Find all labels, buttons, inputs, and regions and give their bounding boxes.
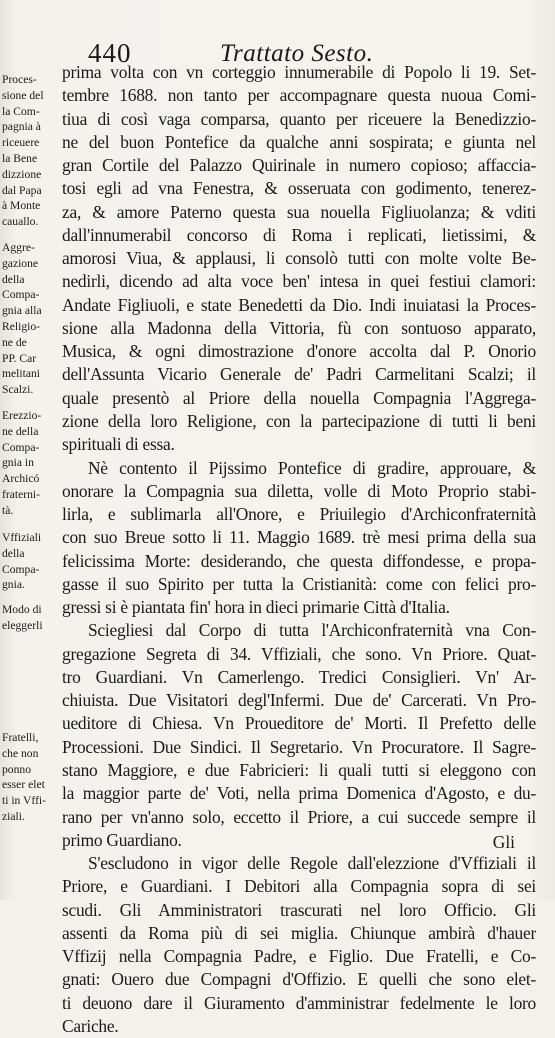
margin-note-line: gazione — [2, 256, 39, 270]
margin-note-processione — [2, 72, 62, 230]
margin-note-line: Compa- — [2, 288, 40, 302]
text-line: chiuista. Due Visitatori degl'Infermi. Due de' Carcerati. Vn Pro- — [62, 690, 536, 711]
margin-note-line: Erezzio- — [2, 409, 42, 422]
margin-note-line: della — [2, 272, 25, 286]
margin-note-line: PP. Car — [2, 351, 37, 365]
margin-note-modo — [2, 602, 62, 634]
margin-note-line: ne de — [2, 335, 27, 349]
margin-note-line: Archicó — [2, 472, 40, 486]
text-line: tiua di così vaga comparsa, quanto per riceuere la Benedizzio- — [62, 108, 536, 129]
text-line: tro Guardiani. Vn Camerlengo. Tredici Consiglieri. Vn' Ar- — [62, 666, 536, 687]
text-line: ti deuono dare il Giuramento d'amministrar fedelmente le loro — [62, 992, 536, 1013]
text-line: tosi egli ad vna Fenestra, & osseruata con godimento, tenerez- — [62, 178, 536, 199]
margin-notes — [0, 0, 62, 900]
text-line: zione della loro Religione, con la partecipazione di tutti li beni — [62, 410, 536, 431]
margin-note-line: Compa- — [2, 440, 40, 454]
text-line: Cariche. — [62, 1015, 119, 1036]
running-title: Trattato Sesto. — [220, 40, 374, 67]
margin-note-line: dal Papa — [2, 183, 42, 197]
text-line: S'escludono in vigor delle Regole dall'elezzione d'Vffiziali il — [88, 853, 536, 874]
text-line: dell'Assunta Vicario Generale de' Padri Carmelitani Scalzi; il — [62, 364, 536, 385]
text-line: spirituali di essa. — [62, 434, 175, 455]
margin-note-line: Fratelli, — [2, 731, 39, 744]
text-line: ueditore di Chiesa. Vn Proueditore de' Morti. Il Prefetto delle — [62, 713, 536, 734]
margin-note-line: Vffiziali — [2, 531, 42, 544]
catchword: Gli — [492, 832, 515, 852]
margin-note-line: riceuere — [2, 136, 40, 150]
text-line: nedirli, dicendo ad alta voce ben' intesa in quei festiui clamori: — [62, 271, 536, 292]
text-line: assenti da Roma più di sei miglia. Chiunque ambirà d'hauer — [62, 922, 536, 943]
margin-note-line: della — [2, 546, 25, 560]
margin-note-line: gnia. — [2, 578, 25, 592]
text-line: za, & amore Paterno questa sua nouella Figliuolanza; & vditi — [62, 201, 536, 222]
margin-note-erezzione — [2, 408, 62, 519]
margin-note-aggregazione — [2, 240, 62, 398]
margin-note-line: Proces- — [2, 73, 37, 86]
text-line: amorosi Viua, & applausi, li consolò tutti con molte volte Be- — [62, 248, 536, 269]
margin-note-fratelli — [2, 730, 62, 825]
margin-note-line: Aggre- — [2, 241, 35, 254]
text-line: prima volta con vn corteggio innumerabile di Popolo li 19. Set- — [62, 62, 536, 82]
margin-note-line: fraterni- — [2, 487, 40, 501]
text-line: scudi. Gli Amministratori trascurati nel loro Officio. Gli — [62, 899, 536, 920]
margin-note-line: tà. — [2, 503, 14, 517]
margin-note-line: Religio- — [2, 319, 40, 333]
margin-note-line: esser elet — [2, 778, 45, 792]
margin-note-line: dizzione — [2, 167, 42, 181]
margin-note-line: ziali. — [2, 809, 25, 823]
text-line: la maggior parte de' Voti, nella prima Domenica d'Agosto, e du- — [62, 783, 536, 804]
body-text — [62, 61, 536, 1038]
margin-note-line: cauallo. — [2, 215, 39, 229]
text-line: Musica, & ogni dimostrazione d'onore accolta dal P. Onorio — [62, 341, 536, 362]
text-line: quale presentò al Priore della nouella Compagnia l'Aggrega- — [62, 387, 536, 408]
text-line: Priore, e Guardiani. I Debitori alla Compagnia sopra di sei — [62, 876, 536, 897]
margin-note-line: pagnia à — [2, 120, 41, 134]
margin-note-line: la Bene — [2, 151, 38, 165]
text-line: felicissima Morte: desiderando, che questa diffondesse, e propa- — [62, 550, 536, 571]
margin-note-line: Compa- — [2, 562, 40, 576]
text-line: sione alla Madonna della Vittoria, fù con sontuoso apparato, — [62, 317, 536, 338]
text-line: Processioni. Due Sindici. Il Segretario. Vn Procuratore. Il Sagre- — [62, 736, 536, 757]
margin-note-line: sione del — [2, 88, 44, 102]
margin-note-line: eleggerli — [2, 618, 43, 632]
text-line: stano Maggiore, e due Fabricieri: li quali tutti si eleggono con — [62, 759, 536, 780]
text-line: primo Guardiano. — [62, 829, 182, 850]
text-line: gressi si è piantata fin' hora in dieci primarie Città d'Italia. — [62, 597, 450, 618]
text-line: onorare la Compagnia sua diletta, volle di Moto Proprio stabi- — [62, 480, 536, 501]
margin-note-line: ti in Vffi- — [2, 794, 47, 808]
text-line: tembre 1688. non tanto per accompagnare questa nuoua Comi- — [62, 85, 536, 106]
margin-note-line: gnia in — [2, 456, 34, 470]
text-line: dall'innumerabil concorso di Roma i replicati, lietissimi, & — [62, 224, 536, 245]
margin-note-line: la Com- — [2, 104, 40, 118]
text-line: gnati: Ouero due Compagni d'Offizio. E quelli che sono elet- — [62, 969, 536, 990]
text-line: Andate Figliuoli, e state Benedetti da Dio. Indi inuiatasi la Proces- — [62, 294, 536, 315]
margin-note-line: melitani — [2, 367, 40, 381]
margin-note-line: ponno — [2, 762, 31, 776]
text-line: Sciegliesi dal Corpo di tutta l'Archiconfraternità vna Con- — [88, 620, 536, 641]
text-line: Vffizij nella Compagnia Padre, e Figlio. Due Fratelli, e Co- — [62, 946, 536, 967]
text-line: lirla, e sublimarla all'Onore, e Priuilegio d'Archiconfraternità — [62, 504, 536, 525]
margin-note-line: gnia alla — [2, 304, 42, 318]
text-line: Nè contento il Pijssimo Pontefice di gradire, approuare, & — [88, 457, 536, 478]
margin-note-line: à Monte — [2, 199, 41, 213]
text-line: con suo Breue sotto li 11. Maggio 1689. trè mesi prima della sua — [62, 527, 536, 548]
margin-note-line: ne della — [2, 424, 39, 438]
margin-note-ufficiali — [2, 530, 62, 593]
margin-note-line: Scalzi. — [2, 383, 34, 397]
text-line: ne del buon Pontefice da qualche anni sospirata; e giunta nel — [62, 131, 536, 152]
text-line: gran Cortile del Palazzo Quirinale in numero copioso; affaccia- — [62, 155, 536, 176]
text-line: gasse il suo Spirito per tutta la Cristianità: come con felici pro- — [62, 573, 536, 594]
margin-note-line: che non — [2, 746, 39, 760]
margin-note-line: Modo di — [2, 603, 42, 616]
text-line: rano per vn'anno solo, eccetto il Priore, a cui succede sempre il — [62, 806, 536, 827]
text-line: gregazione Segreta di 34. Vffiziali, che sono. Vn Priore. Quat- — [62, 643, 536, 664]
page-number: 440 — [88, 38, 132, 68]
